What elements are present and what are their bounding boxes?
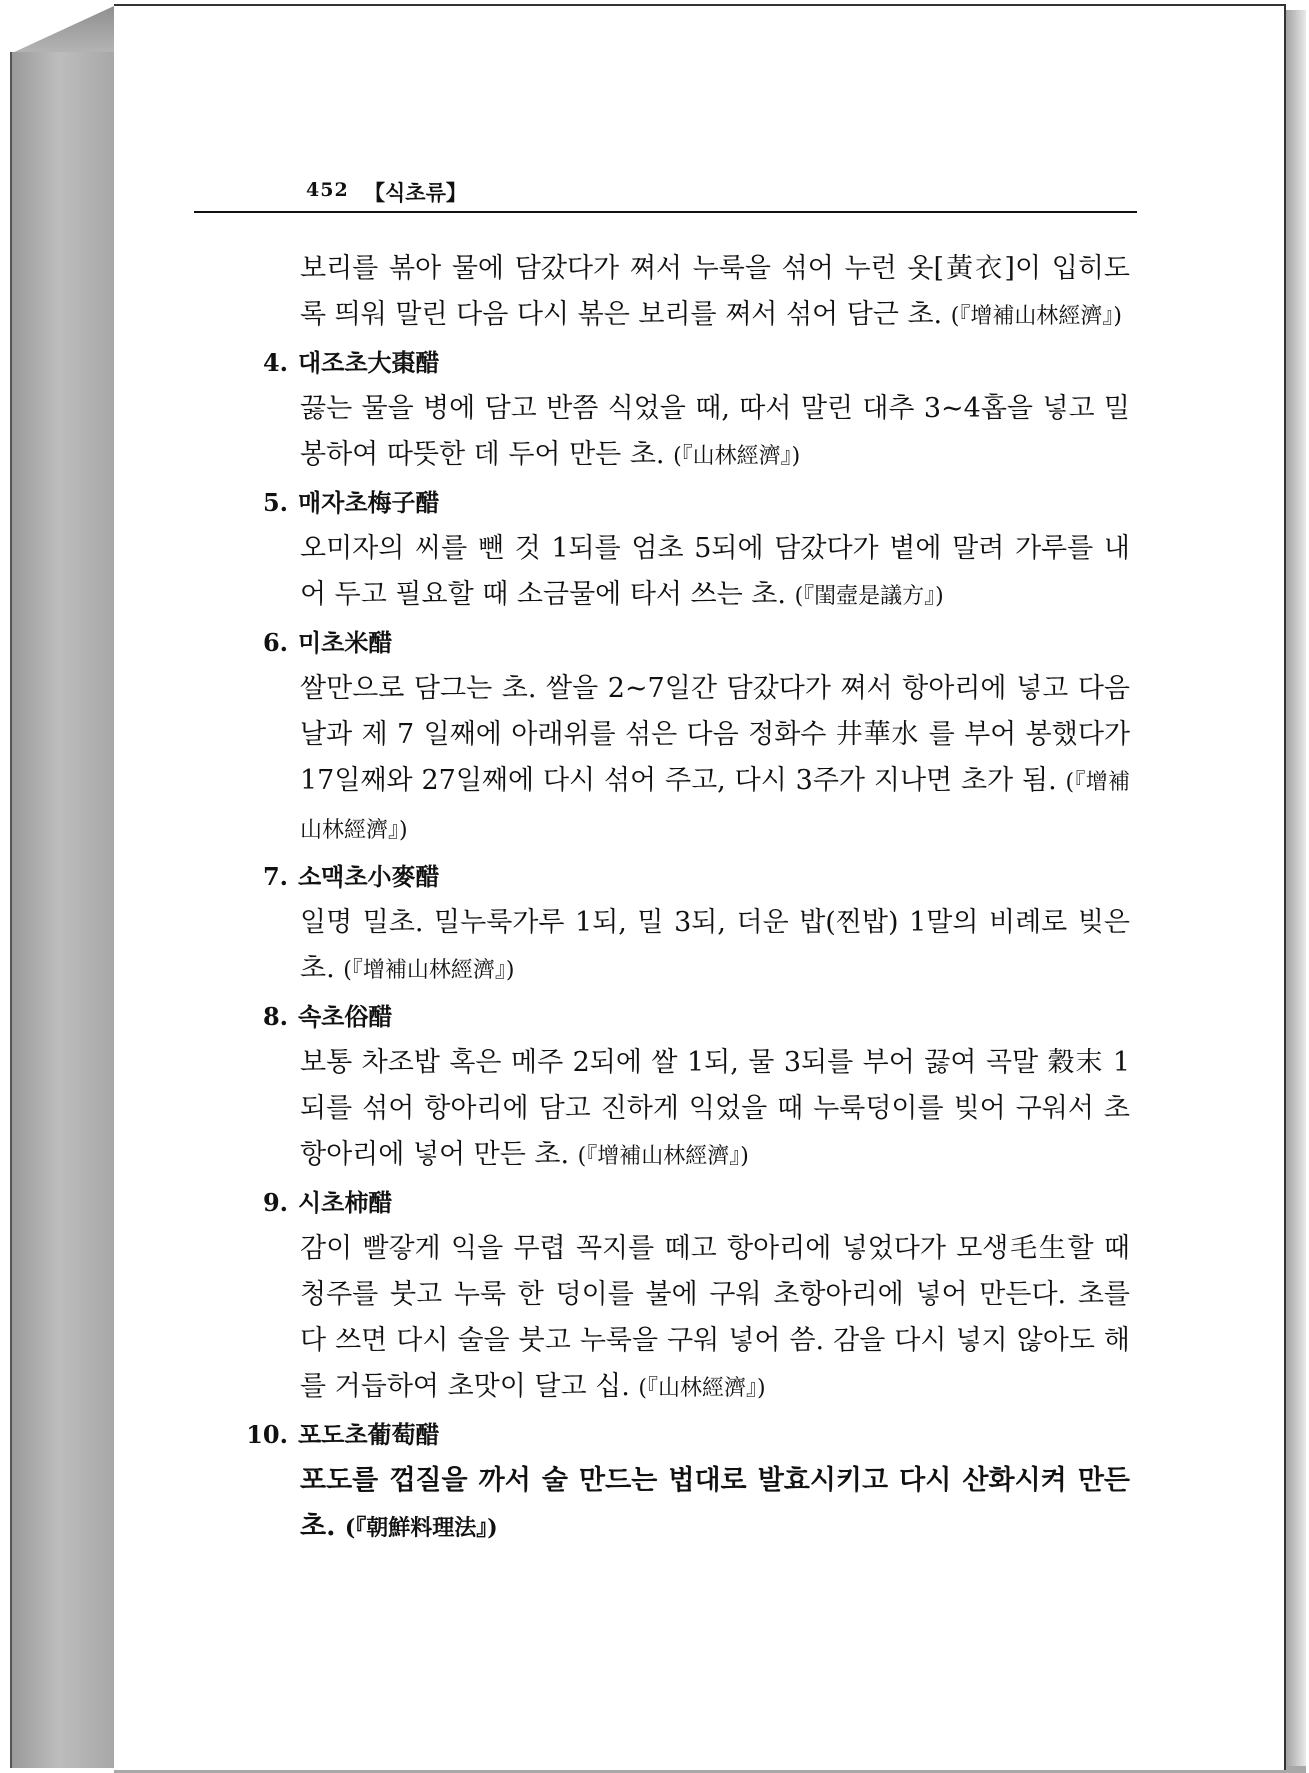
entry-title: 매자초梅子醋 xyxy=(298,488,440,517)
entry-8 xyxy=(262,994,1130,1180)
entry-number: 5. xyxy=(262,488,288,517)
book-spine xyxy=(10,52,116,1768)
intro-paragraph xyxy=(300,246,1130,340)
section-title: 【식초류】 xyxy=(364,180,467,205)
entry-heading xyxy=(252,620,1130,666)
entry-number: 10. xyxy=(246,1420,288,1449)
entry-text: 감이 빨갛게 익을 무렵 꼭지를 떼고 항아리에 넣었다가 모생毛生할 때 청주를 붓고 누룩 한 덩이를 불에 구워 초항아리에 넣어 만든다. 초를 다 쓰면 다시 술을 붓고 누룩을 구워 넣어 씀. 감을 다시 넣지 않아도 해를 거듭하여 초맛이 달고 십. xyxy=(300,1233,1130,1402)
entry-number: 7. xyxy=(262,862,288,891)
entry-heading xyxy=(240,1412,1130,1458)
page-header xyxy=(194,175,1137,213)
entry-body xyxy=(300,1458,1130,1551)
entry-body xyxy=(300,526,1130,620)
entry-5 xyxy=(262,480,1130,620)
entry-heading xyxy=(252,994,1130,1040)
entry-7 xyxy=(262,854,1130,994)
page-edge-shadow xyxy=(1284,10,1306,1768)
entry-text: 포도를 껍질을 까서 술 만드는 법대로 발효시키고 다시 산화시켜 만든 초. xyxy=(300,1465,1130,1542)
entry-body xyxy=(300,1226,1130,1412)
entry-title: 대조초大棗醋 xyxy=(298,348,440,377)
entry-title: 속초俗醋 xyxy=(298,1002,393,1031)
entry-number: 9. xyxy=(262,1188,288,1217)
entry-6 xyxy=(262,620,1130,854)
entry-body xyxy=(300,386,1130,480)
entry-source: (『朝鮮料理法』) xyxy=(344,1515,498,1541)
entry-title: 미초米醋 xyxy=(298,628,393,657)
entry-text: 보통 차조밥 혹은 메주 2되에 쌀 1되, 물 3되를 부어 끓여 곡말 穀末 1되를 섞어 항아리에 담고 진하게 익었을 때 누룩덩이를 빚어 구워서 초항아리에 넣어 만든 초. xyxy=(300,1047,1130,1170)
entry-heading xyxy=(252,480,1130,526)
entry-number: 4. xyxy=(262,348,288,377)
entry-title: 소맥초小麥醋 xyxy=(298,862,440,891)
entry-source: (『增補山林經濟』) xyxy=(577,1144,749,1169)
entry-body xyxy=(300,666,1130,854)
entry-source: (『增補山林經濟』) xyxy=(300,770,1130,843)
entry-text: 일명 밀초. 밀누룩가루 1되, 밀 3되, 더운 밥(찐밥) 1말의 비례로 빚은 초. xyxy=(300,907,1130,984)
intro-text: 보리를 볶아 물에 담갔다가 쪄서 누룩을 섞어 누런 옷[黃衣]이 입히도록 띄워 말린 다음 다시 볶은 보리를 쪄서 섞어 담근 초. xyxy=(300,253,1130,330)
entry-source: (『山林經濟』) xyxy=(673,444,801,469)
entry-heading xyxy=(252,1180,1130,1226)
entry-text: 오미자의 씨를 뺀 것 1되를 엄초 5되에 담갔다가 볕에 말려 가루를 내어 두고 필요할 때 소금물에 타서 쓰는 초. xyxy=(300,533,1130,610)
entry-title: 시초柿醋 xyxy=(298,1188,393,1217)
entry-body xyxy=(300,900,1130,994)
entry-source: (『增補山林經濟』) xyxy=(343,958,515,983)
entry-body xyxy=(300,1040,1130,1180)
entry-source: (『山林經濟』) xyxy=(638,1376,766,1401)
book-spine-top xyxy=(10,6,114,54)
entry-text: 끓는 물을 병에 담고 반쯤 식었을 때, 따서 말린 대추 3~4홉을 넣고 밀봉하여 따뜻한 데 두어 만든 초. xyxy=(300,393,1130,470)
intro-source: (『增補山林經濟』) xyxy=(950,304,1122,329)
entry-text: 쌀만으로 담그는 초. 쌀을 2~7일간 담갔다가 쪄서 항아리에 넣고 다음날과 제 7 일째에 아래위를 섞은 다음 정화수 井華水 를 부어 봉했다가 17일째와 27일째에 다시 섞어 주고, 다시 3주가 지나면 초가 됨. xyxy=(300,673,1130,796)
entry-heading xyxy=(252,340,1130,386)
entry-4 xyxy=(262,340,1130,480)
page-content xyxy=(246,246,1130,1551)
entry-title: 포도초葡萄醋 xyxy=(298,1420,440,1449)
entry-9 xyxy=(262,1180,1130,1412)
entry-10 xyxy=(246,1412,1130,1551)
entry-number: 8. xyxy=(262,1002,288,1031)
entry-heading xyxy=(252,854,1130,900)
entry-source: (『閨壼是議方』) xyxy=(794,584,944,609)
entry-number: 6. xyxy=(262,628,288,657)
page-number: 452 xyxy=(306,179,349,201)
